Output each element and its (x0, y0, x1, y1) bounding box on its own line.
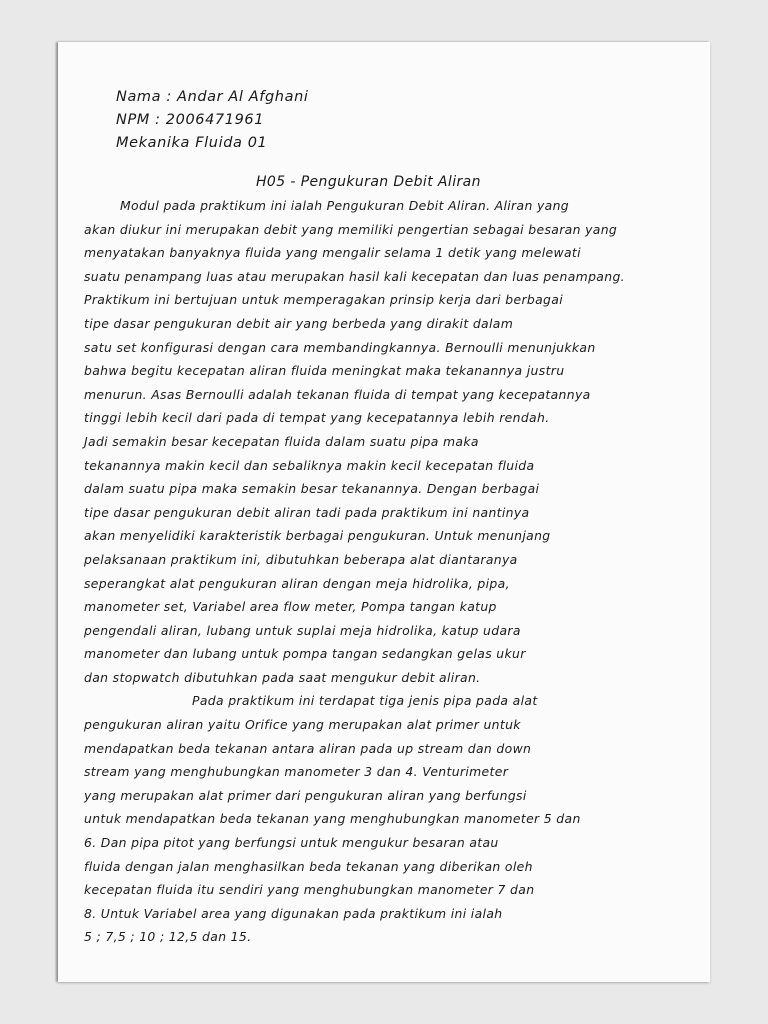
text-line: manometer set, Variabel area flow meter, Pompa tangan katup (84, 599, 497, 615)
text-line: 8. Untuk Variabel area yang digunakan pada praktikum ini ialah (84, 905, 503, 921)
text-line: dalam suatu pipa maka semakin besar tekanannya. Dengan berbagai (84, 481, 540, 497)
text-line: tinggi lebih kecil dari pada di tempat yang kecepatannya lebih rendah. (84, 410, 550, 426)
text-line: pelaksanaan praktikum ini, dibutuhkan beberapa alat diantaranya (84, 551, 518, 567)
text-line: tipe dasar pengukuran debit air yang berbeda yang dirakit dalam (84, 315, 514, 331)
text-line: Jadi semakin besar kecepatan fluida dalam suatu pipa maka (84, 433, 479, 449)
text-line: bahwa begitu kecepatan aliran fluida meningkat maka tekanannya justru (84, 363, 565, 379)
text-line: menurun. Asas Bernoulli adalah tekanan fluida di tempat yang kecepatannya (84, 386, 591, 402)
text-line: manometer dan lubang untuk pompa tangan sedangkan gelas ukur (84, 646, 526, 662)
body-text (84, 194, 684, 949)
text-line: mendapatkan beda tekanan antara aliran pada up stream dan down (84, 740, 532, 756)
course-name: Mekanika Fluida 01 (116, 135, 268, 151)
text-line: pengendali aliran, lubang untuk suplai meja hidrolika, katup udara (84, 622, 521, 638)
text-line: akan menyelidiki karakteristik berbagai pengukuran. Untuk menunjang (84, 528, 551, 544)
text-line: seperangkat alat pengukuran aliran dengan meja hidrolika, pipa, (84, 575, 510, 591)
text-line: 5 ; 7,5 ; 10 ; 12,5 dan 15. (84, 929, 252, 945)
text-line: Praktikum ini bertujuan untuk memperagakan prinsip kerja dari berbagai (84, 292, 564, 308)
text-line: Modul pada praktikum ini ialah Pengukuran Debit Aliran. Aliran yang (120, 198, 569, 213)
text-line: kecepatan fluida itu sendiri yang menghubungkan manometer 7 dan (84, 882, 535, 898)
paper-sheet (58, 42, 710, 982)
text-line: tekanannya makin kecil dan sebaliknya makin kecil kecepatan fluida (84, 457, 535, 473)
student-header (116, 86, 309, 155)
text-line: tipe dasar pengukuran debit aliran tadi pada praktikum ini nantinya (84, 504, 530, 520)
text-line: menyatakan banyaknya fluida yang mengalir selama 1 detik yang melewati (84, 245, 581, 261)
text-line: dan stopwatch dibutuhkan pada saat mengukur debit aliran. (84, 669, 481, 685)
text-line: pengukuran aliran yaitu Orifice yang merupakan alat primer untuk (84, 717, 521, 733)
text-line: 6. Dan pipa pitot yang berfungsi untuk mengukur besaran atau (84, 835, 499, 851)
text-line: suatu penampang luas atau merupakan hasil kali kecepatan dan luas penampang. (84, 268, 625, 284)
text-line: stream yang menghubungkan manometer 3 dan 4. Venturimeter (84, 764, 509, 780)
document-title: H05 - Pengukuran Debit Aliran (256, 174, 481, 190)
text-line: yang merupakan alat primer dari pengukuran aliran yang berfungsi (84, 787, 527, 803)
text-line: satu set konfigurasi dengan cara membandingkannya. Bernoulli menunjukkan (84, 339, 596, 355)
text-line: untuk mendapatkan beda tekanan yang menghubungkan manometer 5 dan (84, 811, 581, 827)
student-name: Nama : Andar Al Afghani (116, 89, 309, 105)
text-line: akan diukur ini merupakan debit yang memiliki pengertian sebagai besaran yang (84, 221, 618, 237)
text-line: fluida dengan jalan menghasilkan beda tekanan yang diberikan oleh (84, 858, 533, 874)
text-line: Pada praktikum ini terdapat tiga jenis pipa pada alat (192, 693, 538, 709)
student-npm: NPM : 2006471961 (116, 112, 265, 128)
